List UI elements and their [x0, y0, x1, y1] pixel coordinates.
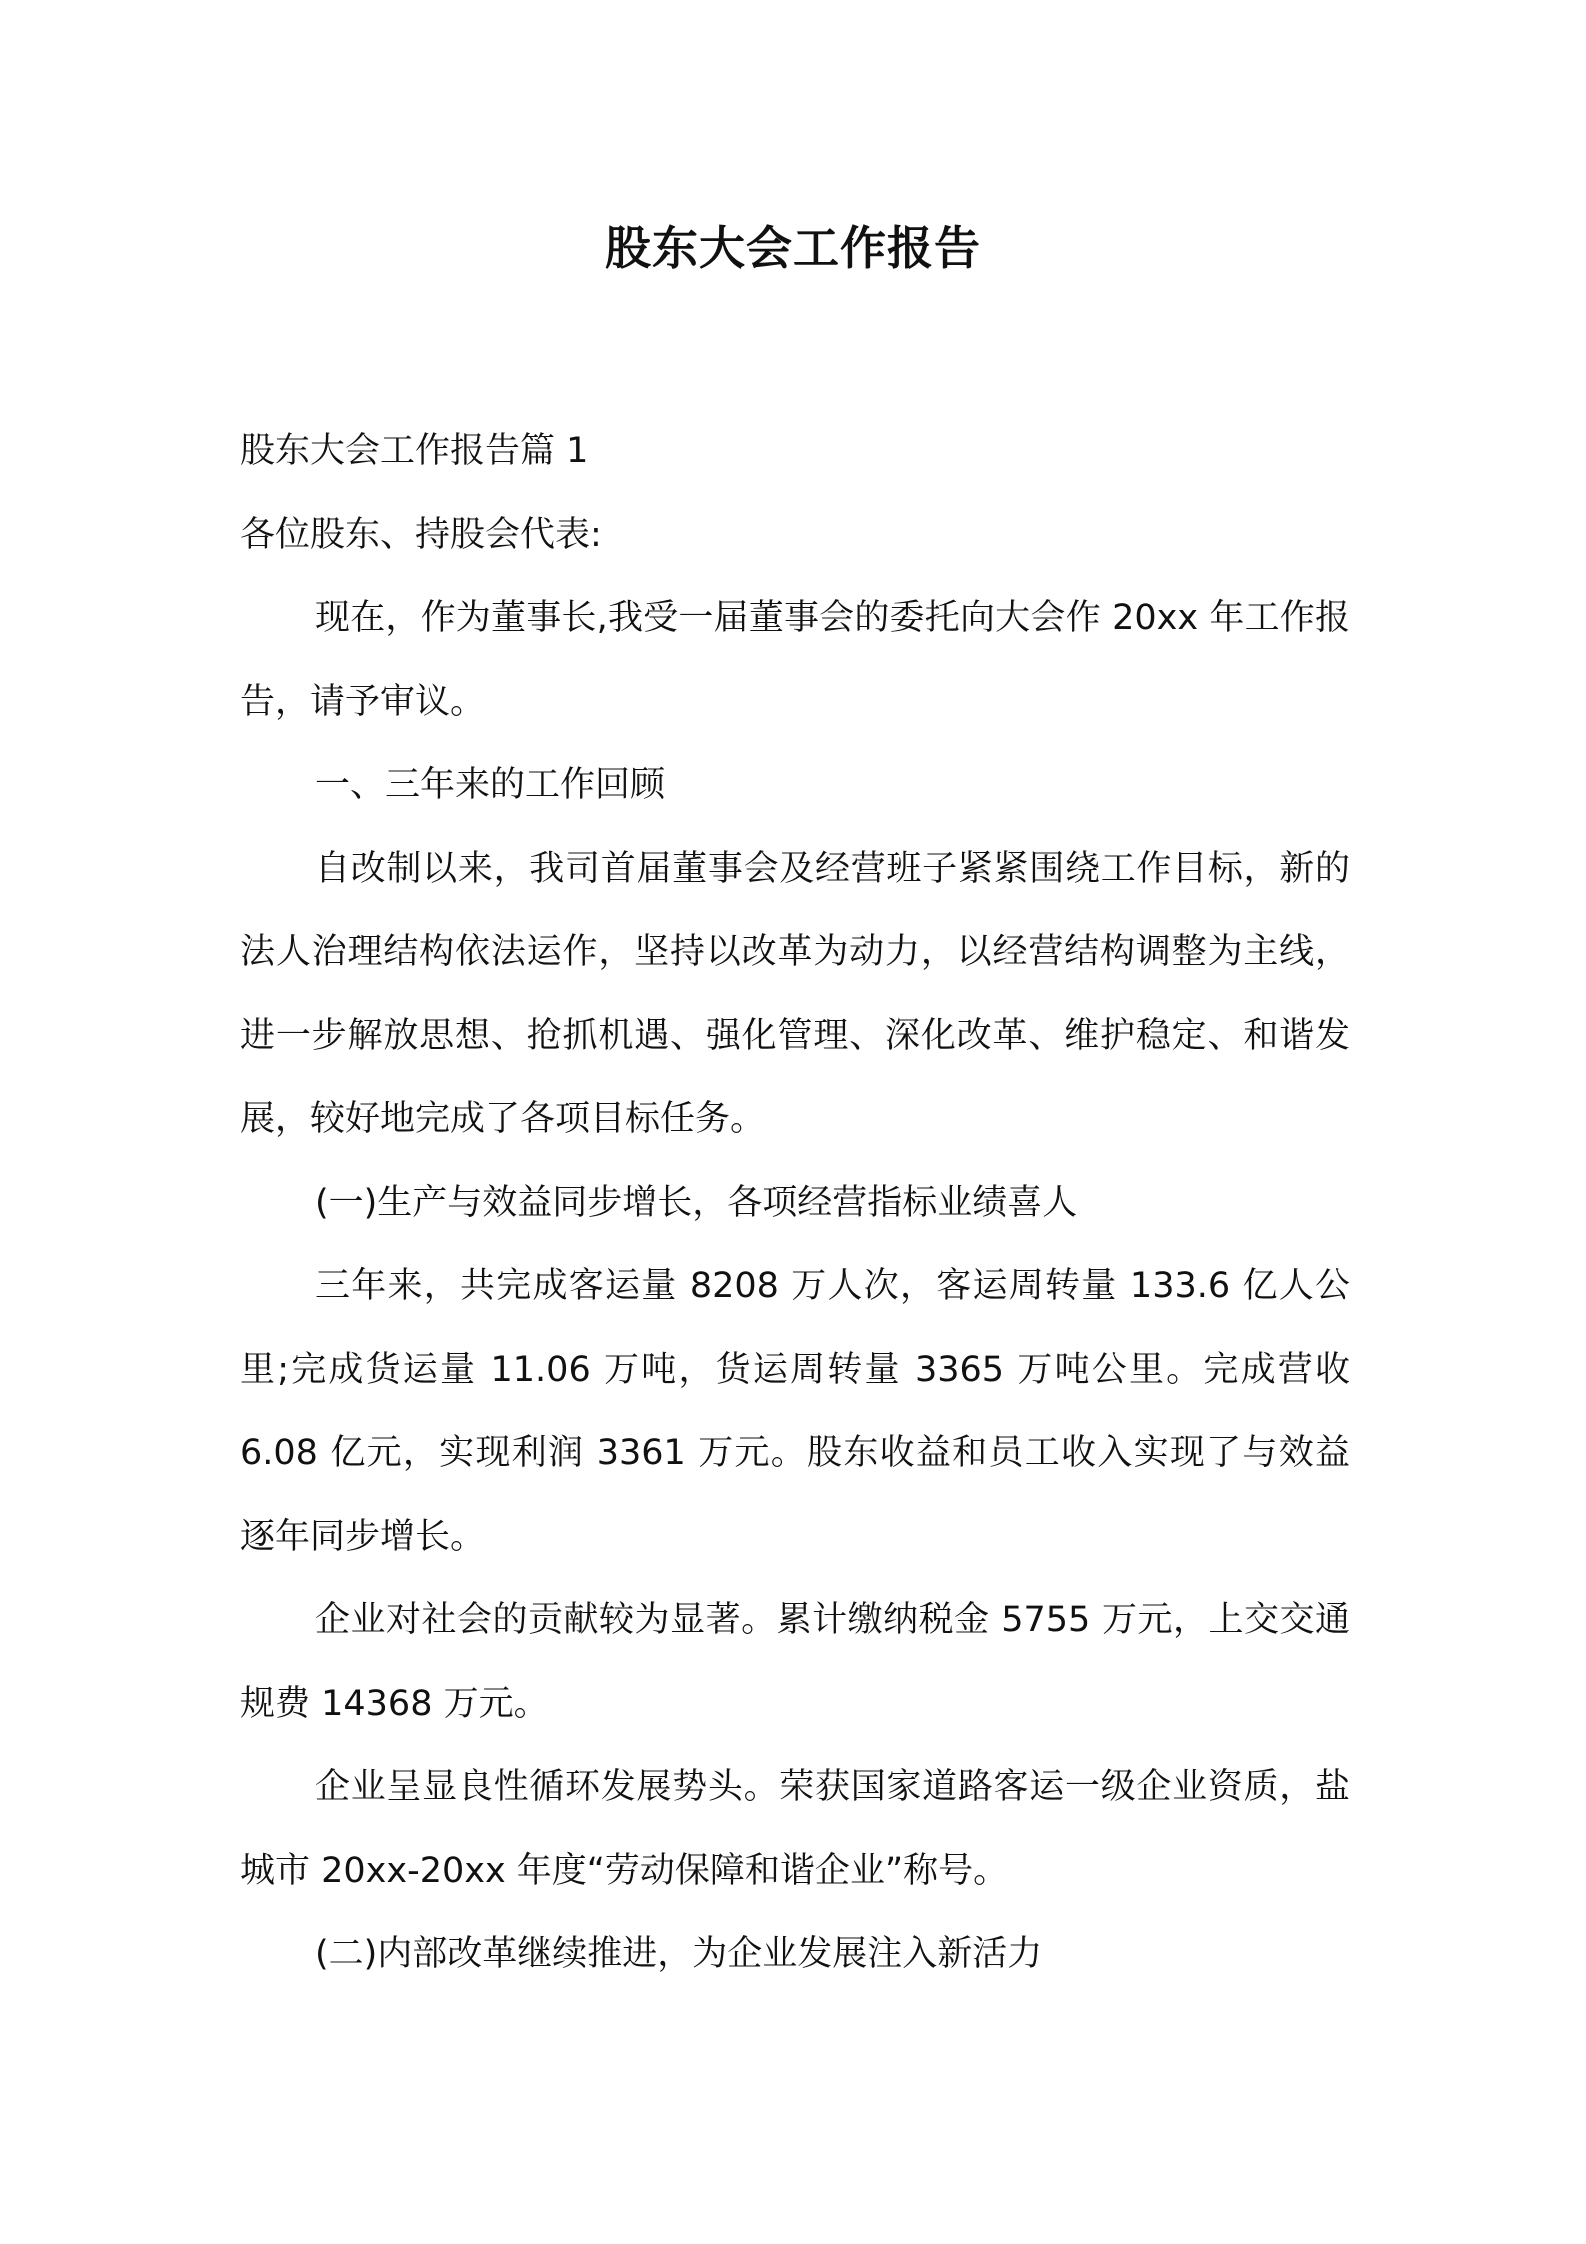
salutation: 各位股东、持股会代表: — [240, 514, 602, 555]
document-body — [240, 410, 1350, 1997]
subheading: (二)内部改革继续推进，为企业发展注入新活力 — [315, 1934, 1043, 1974]
subheading: (一)生产与效益同步增长，各项经营指标业绩喜人 — [315, 1182, 1078, 1223]
subheading: 一、三年来的工作回顾 — [315, 765, 666, 805]
document-title: 股东大会工作报告 — [605, 221, 981, 275]
section-heading: 股东大会工作报告篇 1 — [240, 431, 589, 471]
paragraph: 自改制以来，我司首届董事会及经营班子紧紧围绕工作目标，新的法人治理结构依法运作，坚持以改革为动力，以经营结构调整为主线，进一步解放思想、抢抓机遇、强化管理、深化改革、维护稳定、和谐发展，较好地完成了各项目标任务。 — [240, 848, 1350, 1139]
paragraph: 现在，作为董事长,我受一届董事会的委托向大会作 20xx 年工作报告，请予审议。 — [240, 598, 1350, 722]
paragraph: 企业对社会的贡献较为显著。累计缴纳税金 5755 万元，上交交通规费 14368 万元。 — [240, 1600, 1350, 1724]
paragraph: 企业呈显良性循环发展势头。荣获国家道路客运一级企业资质，盐城市 20xx-20xx 年度“劳动保障和谐企业”称号。 — [240, 1767, 1350, 1891]
paragraph: 三年来，共完成客运量 8208 万人次，客运周转量 133.6 亿人公里;完成货运量 11.06 万吨，货运周转量 3365 万吨公里。完成营收 6.08 亿元，实现利润 3361 万元。股东收益和员工收入实现了与效益逐年同步增长。 — [240, 1266, 1350, 1557]
